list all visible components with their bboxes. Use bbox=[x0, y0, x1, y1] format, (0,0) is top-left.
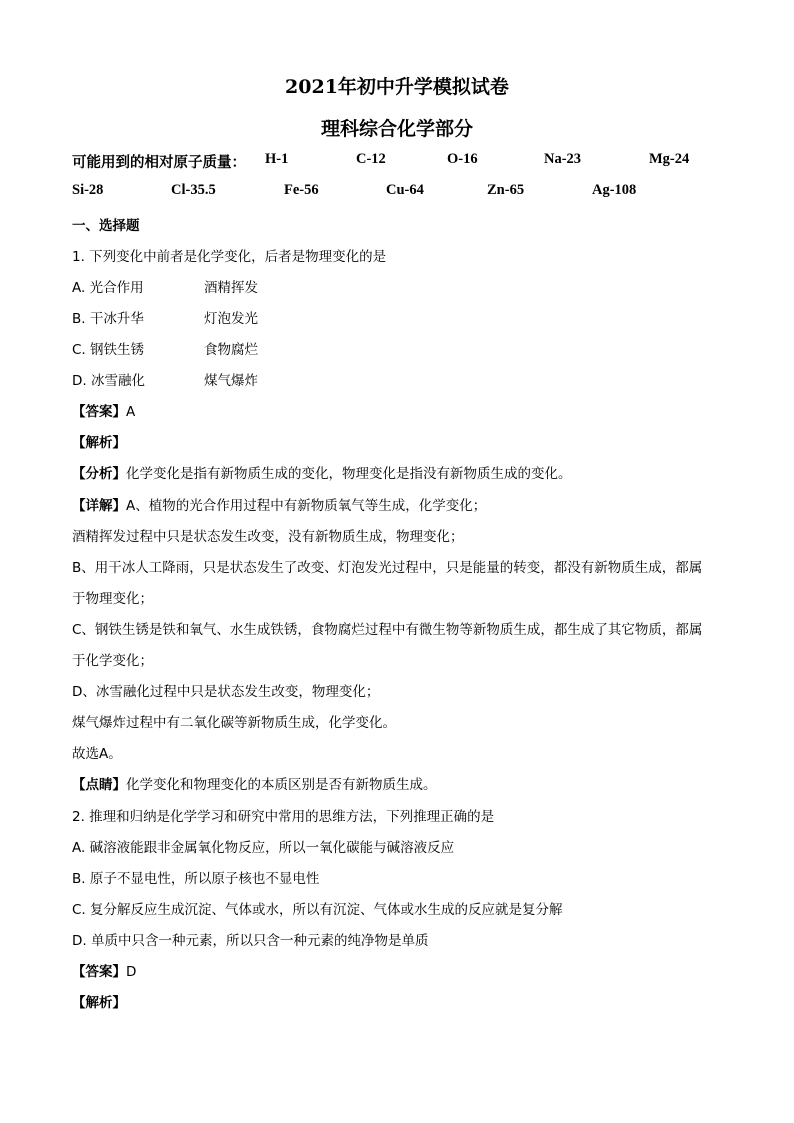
q1-analysis-tag: 【解析】 bbox=[72, 435, 126, 451]
atomic-mass-item: Cu-64 bbox=[386, 182, 424, 198]
atomic-mass-item: Mg-24 bbox=[649, 151, 690, 167]
atomic-mass-item: Fe-56 bbox=[284, 182, 319, 198]
atomic-mass-item: C-12 bbox=[356, 151, 386, 167]
q1-option: A. 光合作用 酒精挥发 bbox=[72, 280, 258, 296]
q1-explanation-line: B、用干冰人工降雨，只是状态发生了改变、灯泡发光过程中，只是能量的转变，都没有新物质生成，都属 bbox=[72, 560, 703, 576]
q1-explanation-line: 故选A。 bbox=[72, 746, 122, 762]
atomic-mass-item: Cl-35.5 bbox=[171, 182, 216, 198]
answer-tag: 【答案】 bbox=[72, 964, 126, 980]
q2-stem: 2. 推理和归纳是化学学习和研究中常用的思维方法，下列推理正确的是 bbox=[72, 809, 495, 825]
q1-answer: 【答案】A bbox=[72, 404, 136, 420]
q2-answer: 【答案】D bbox=[72, 964, 137, 980]
q2-option: C. 复分解反应生成沉淀、气体或水，所以有沉淀、气体或水生成的反应就是复分解 bbox=[72, 902, 563, 918]
q2-option: B. 原子不显电性，所以原子核也不显电性 bbox=[72, 871, 320, 887]
q1-fenxi: 【分析】化学变化是指有新物质生成的变化，物理变化是指没有新物质生成的变化。 bbox=[72, 466, 572, 482]
exam-subtitle: 理科综合化学部分 bbox=[320, 118, 473, 140]
exam-title: 2021年初中升学模拟试卷 bbox=[285, 76, 509, 98]
answer-tag: 【答案】 bbox=[72, 404, 126, 420]
q1-explanation-line: 酒精挥发过程中只是状态发生改变，没有新物质生成，物理变化； bbox=[72, 529, 464, 545]
q2-option: D. 单质中只含一种元素，所以只含一种元素的纯净物是单质 bbox=[72, 933, 429, 949]
section-heading: 一、选择题 bbox=[72, 218, 140, 234]
atomic-mass-item: Na-23 bbox=[544, 151, 582, 167]
atomic-mass-item: Ag-108 bbox=[592, 182, 637, 198]
q1-option: C. 钢铁生锈 食物腐烂 bbox=[72, 342, 258, 358]
atomic-mass-label: 可能用到的相对原子质量： bbox=[72, 155, 246, 171]
q2-analysis-tag: 【解析】 bbox=[72, 995, 126, 1011]
q1-stem: 1. 下列变化中前者是化学变化，后者是物理变化的是 bbox=[72, 249, 387, 265]
q1-explanation-line: D、冰雪融化过程中只是状态发生改变，物理变化； bbox=[72, 684, 380, 700]
atomic-mass-item: O-16 bbox=[447, 151, 478, 167]
q1-explanation-line: 煤气爆炸过程中有二氧化碳等新物质生成，化学变化。 bbox=[72, 715, 396, 731]
q1-option: B. 干冰升华 灯泡发光 bbox=[72, 311, 258, 327]
q1-explanation-line: 于物理变化； bbox=[72, 591, 153, 607]
q2-option: A. 碱溶液能跟非金属氧化物反应，所以一氧化碳能与碱溶液反应 bbox=[72, 840, 455, 856]
q1-explanation-line: C、钢铁生锈是铁和氧气、水生成铁锈，食物腐烂过程中有微生物等新物质生成，都生成了其它物质，都属 bbox=[72, 622, 703, 638]
q1-dianjing: 【点睛】化学变化和物理变化的本质区别是否有新物质生成。 bbox=[72, 777, 437, 793]
atomic-mass-item: H-1 bbox=[265, 151, 289, 167]
q1-xiangjie: 【详解】A、植物的光合作用过程中有新物质氧气等生成，化学变化； bbox=[72, 498, 487, 514]
atomic-mass-item: Si-28 bbox=[72, 182, 104, 198]
q1-option: D. 冰雪融化 煤气爆炸 bbox=[72, 373, 258, 389]
atomic-mass-item: Zn-65 bbox=[487, 182, 525, 198]
q1-explanation-line: 于化学变化； bbox=[72, 653, 153, 669]
